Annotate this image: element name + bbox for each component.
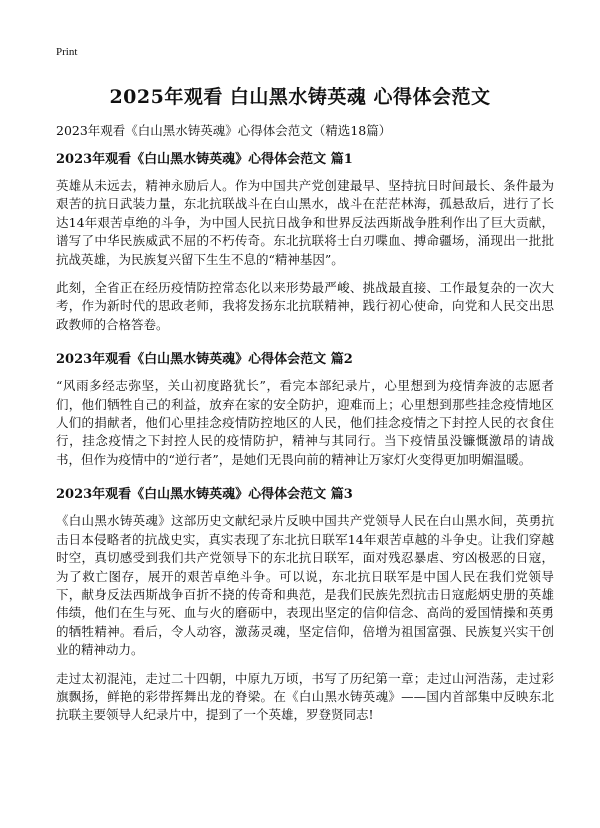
paragraph: “风雨多经志弥坚，关山初度路犹长”，看完本部纪录片，心里想到为疫情奔波的志愿者们，他们牺牲自己的利益，放弃在家的安全防护，迎难而上；心里想到那些挂念疫情地区人们的捐献者，他们心里挂念疫情防控地区的人民，他们挂念疫情之下封控人民的衣食住行，挂念疫情之下封控人民的疫情防护，精神与其同行。当下疫情虽没镰慨激昂的请战书，但作为疫情中的“逆行者”，是她们无畏向前的精神让万家灯火变得更加明媚温暖。 bbox=[56, 378, 554, 467]
paragraph: 走过太初混沌，走过二十四朝，中原九万顷，书写了历纪第一章；走过山河浩荡，走过彩旗飘扬，鲜艳的彩带挥舞出龙的脊梁。在《白山黑水铸英魂》——国内首部集中反映东北抗联主要领导人纪录片中，提到了一个英雄，罗登贤同志! bbox=[56, 670, 554, 723]
section-3 bbox=[56, 483, 554, 724]
document-subtitle: 2023年观看《白山黑水铸英魂》心得体会范文（精选18篇） bbox=[56, 123, 392, 138]
section-heading: 2023年观看《白山黑水铸英魂》心得体会范文 篇2 bbox=[56, 352, 353, 368]
section-heading: 2023年观看《白山黑水铸英魂》心得体会范文 篇3 bbox=[56, 487, 353, 503]
section-1 bbox=[56, 148, 554, 334]
paragraph: 《白山黑水铸英魂》这部历史文献纪录片反映中国共产党领导人民在白山黑水间，英勇抗击日本侵略者的抗战史实，真实表现了东北抗日联军14年艰苦卓越的斗争史。让我们穿越时空，真切感受到我们共产党领导下的东北抗日联军，面对残忍暴虐、穷凶极恶的日寇，为了救亡图存，展开的艰苦卓绝斗争。可以说，东北抗日联军是中国人民在我们党领导下，献身反法西斯战争百折不挠的传奇和典范，是我们民族先烈抗击日寇彪炳史册的英雄伟绩，他们在生与死、血与火的磨砺中，表现出坚定的信仰信念、高尚的爱国情操和英勇的牺牲精神。看后，令人动容，激荡灵魂，坚定信仰，倍增为祖国富强、民族复兴实干创业的精神动力。 bbox=[56, 513, 554, 658]
paragraph: 英雄从未远去，精神永励后人。作为中国共产党创建最早、坚持抗日时间最长、条件最为艰苦的抗日武装力量，东北抗联战斗在白山黑水，战斗在茫茫林海，孤悬敌后，进行了长达14年艰苦卓绝的斗争，为中国人民抗日战争和世界反法西斯战争胜利作出了巨大贡献，谱写了中华民族威武不屈的不朽传奇。东北抗联将士白刃喋血、搏命疆场，涌现出一批批抗战英雄，为民族复兴留下生生不息的“精神基因”。 bbox=[56, 178, 554, 267]
section-2 bbox=[56, 348, 554, 469]
page-title: 2025年观看 白山黑水铸英魂 心得体会范文 bbox=[109, 86, 491, 108]
article-body bbox=[56, 148, 554, 735]
print-link[interactable]: Print bbox=[56, 46, 78, 58]
paragraph: 此刻，全省正在经历疫情防控常态化以来形势最严峻、挑战最直接、工作最复杂的一次大考，作为新时代的思政老师，我将发扬东北抗联精神，践行初心使命，向党和人民交出思政教师的合格答卷。 bbox=[56, 280, 554, 332]
section-heading: 2023年观看《白山黑水铸英魂》心得体会范文 篇1 bbox=[56, 152, 353, 167]
